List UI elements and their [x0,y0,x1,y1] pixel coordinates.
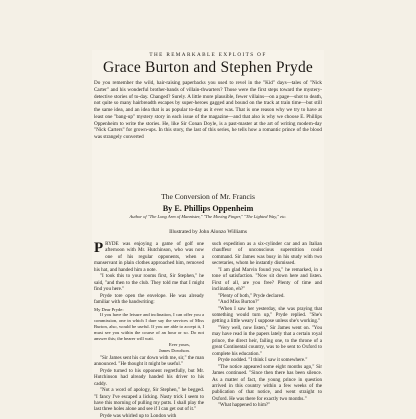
paragraph: "Sir James sent his car down with me, sir," the man announced. "He thought it might be useful." [94,354,204,368]
paragraph: "Not a word of apology, Sir Stephen," he begged. "I fancy I've escaped a licking. Nasty trick I seem to have this morning of pulling my putts. I shall play the last three holes alone and see if I can get out of it." [94,387,204,413]
magazine-page [92,50,324,419]
text-column-right [212,241,322,409]
letter-block [94,307,204,354]
author-byline: By E. Phillips Oppenheim [162,204,254,213]
paragraph: "I am glad Marvin found you," he remarked, in a tone of satisfaction. "Now sit down here and listen. First of all, are you free? Plenty of time and inclination, eh?" [212,266,322,293]
intro-paragraph: Do you remember the wild, hair-raising paperbacks you used to revel in the "Kid" days—tales of "Nick Carter" and his wonderful brother-bands of villain-thwarters? Those were the first steps toward the mystery-detective stories of to-day. Changed? Surely. A little more plausible, fewer villains—on a page—shot to death, not quite so many hairbreadth escapes by super-heroes gagged and bound on the track at train time—but still the same idea, and an idea that is as popular to-day as it ever was. That is one reason why we try to have at least one "bang-up" mystery story in each issue of the magazine—and that also is why we choose E. Phillips Oppenheim to write the stories. He, like Sir Conan Doyle, is a past-master at the art of writing modern-day "Nick Carters" for grown-ups. In this story, the last of this series, he tells how a romantic prince of the blood was strangely converted [94,80,322,140]
paragraph: Pryde turned to his opponent regretfully, but Mr. Hutchinson had already handed his driver to his caddy. [94,367,204,387]
series-kicker: THE REMARKABLE EXPLOITS OF [149,52,267,58]
illustrator-credit: Illustrated by John Alonzo Williams [169,229,247,235]
letter-signature: James Dowdson. [158,347,190,353]
paragraph: PRYDE was enjoying a game of golf one afternoon with Mr. Hutchinson, who was now one of his regular opponents, when a manservant in plain clothes approached him, removed his hat, and handed him a note. [94,240,204,273]
chapter-subtitle: The Conversion of Mr. Francis [161,192,255,201]
paragraph: "The notice appeared some eight months ago," Sir James continued. "Since then there has been silence. As a matter of fact, the young prince in question arrived in this country within a few weeks of the publication of that notice, and went straight to Oxford. He was there for exactly two months." [212,363,322,402]
author-credits: Author of "The Long Arm of Mannister," "The Moving Finger," "The Lighted Way," etc. [129,214,287,219]
story-title: Grace Burton and Stephen Pryde [102,59,314,76]
paragraph: "Plenty of both," Pryde declared. [218,292,285,299]
letter-salutation: My Dear Pryde: [94,306,124,312]
paragraph: "And Miss Burton?" [218,299,260,306]
letter-body: If you have the leisure and inclination, I can offer you a commission, one in which I dare say the services of Miss Burton, also, would be useful. If you are able to accept it, I must see you within the course of an hour or so. Do not answer this; the bearer will wait. [94,312,204,342]
drop-cap: P [94,240,104,256]
text-column-left [94,240,204,419]
paragraph: "I took this to your rooms first, Sir Stephen," he said, "and then to the club. They told me that I might find you here." [94,273,204,293]
paragraph: such expedition as a six-cylinder car and an Italian chauffeur of unconscious superstition could command. Sir James was busy in his study with two secretaries, whom he instantly dismissed. [212,241,322,267]
paragraph: Pryde tore open the envelope. He was already familiar with the handwriting: [94,292,204,306]
paragraph: "When I saw her yesterday, she was praying that something would turn up," Pryde replied. "She's getting a little weary I suppose unless she's working." [212,305,322,325]
paragraph: Pryde nodded. "I think I saw it somewhere." [218,357,308,364]
paragraph: "What happened to him?" [218,402,271,409]
paragraph: "Very well, now listen," Sir James went on. "You may have read in the papers lately that a certain royal prince, the direct heir, failing one, to the throne of a great Continental country, was to be sent to Oxford to complete his education." [212,324,322,357]
letter-closing: Ever yours, [168,341,190,347]
paragraph: Pryde was whirled up to London with [100,412,177,419]
